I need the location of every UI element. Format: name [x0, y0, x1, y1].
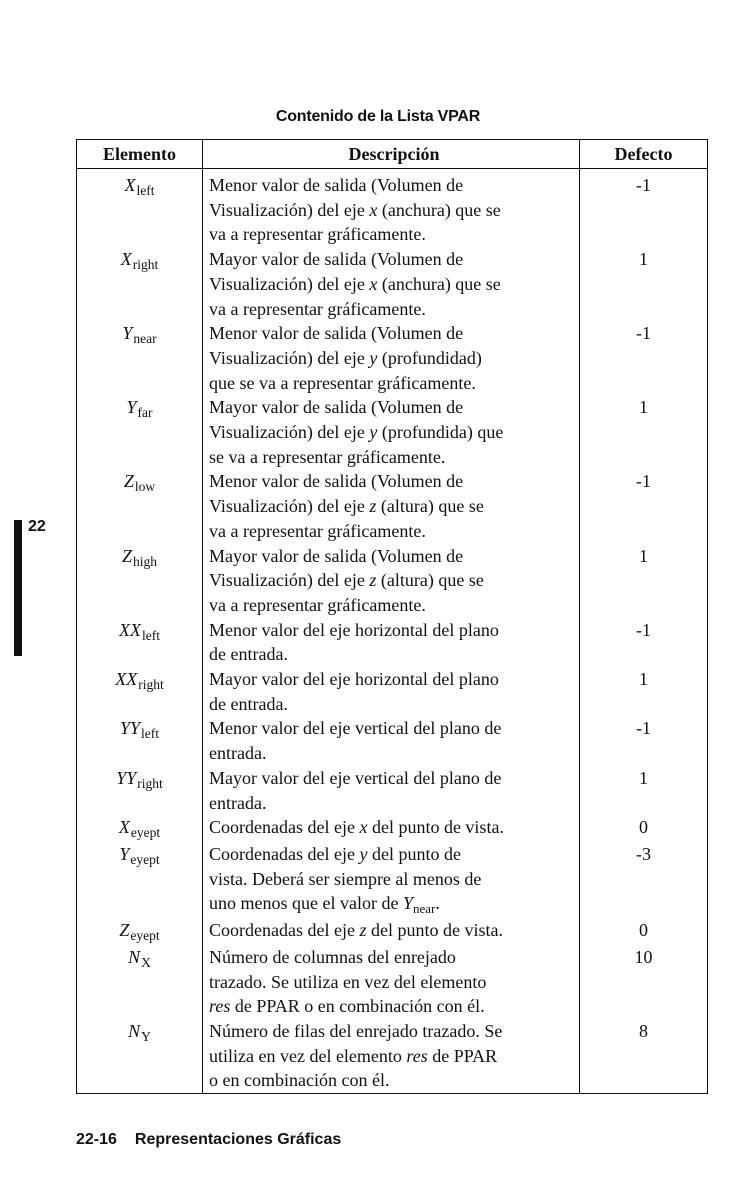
element-symbol: $Y_{eyept}$ — [119, 843, 160, 867]
element-default: 0 — [639, 920, 648, 941]
element-symbol: $N_Y$ — [128, 1020, 151, 1044]
element-description: Menor valor de salida (Volumen de Visualización) del eje y (profundidad) que se va a representar gráficamente. — [203, 321, 580, 395]
element-default: 1 — [639, 249, 648, 270]
table-row — [77, 469, 708, 543]
table-row — [77, 169, 708, 248]
element-default: 8 — [639, 1020, 648, 1041]
table-header-row — [77, 140, 708, 169]
element-default: -1 — [636, 323, 651, 344]
element-description: Menor valor de salida (Volumen de Visualización) del eje x (anchura) que se va a representar gráficamente. — [203, 169, 580, 248]
element-description: Menor valor del eje horizontal del plano de entrada. — [203, 618, 580, 667]
element-symbol: $X_{eyept}$ — [118, 817, 161, 841]
element-description: Coordenadas del eje z del punto de vista. — [203, 918, 580, 945]
element-description: Coordenadas del eje y del punto de vista. Deberá ser siempre al menos de uno menos que el valor de $Y_{near}$. — [203, 842, 580, 918]
table-row — [77, 1019, 708, 1094]
element-default: 1 — [639, 669, 648, 690]
table-row — [77, 918, 708, 945]
table-row — [77, 247, 708, 321]
table-row — [77, 321, 708, 395]
element-description: Menor valor del eje vertical del plano de entrada. — [203, 716, 580, 765]
element-symbol: $XX_{right}$ — [115, 669, 164, 693]
table-row — [77, 815, 708, 842]
element-default: -3 — [636, 843, 651, 864]
element-description: Mayor valor del eje horizontal del plano de entrada. — [203, 667, 580, 716]
element-symbol: $Y_{far}$ — [126, 397, 153, 421]
element-default: 0 — [639, 817, 648, 838]
element-default: 10 — [634, 946, 653, 967]
element-symbol: $X_{left}$ — [124, 175, 155, 198]
table-row — [77, 544, 708, 618]
element-default: -1 — [636, 175, 651, 195]
header-description: Descripción — [203, 140, 580, 169]
element-default: -1 — [636, 619, 651, 640]
element-symbol: $N_X$ — [128, 946, 151, 970]
element-symbol: $YY_{right}$ — [116, 767, 163, 791]
element-default: 1 — [639, 545, 648, 566]
element-description: Mayor valor del eje vertical del plano de entrada. — [203, 766, 580, 815]
element-description: Mayor valor de salida (Volumen de Visualización) del eje y (profundida) que se va a representar gráficamente. — [203, 395, 580, 469]
element-description: Mayor valor de salida (Volumen de Visualización) del eje z (altura) que se va a representar gráficamente. — [203, 544, 580, 618]
table-row — [77, 667, 708, 716]
table-row — [77, 842, 708, 918]
element-symbol: $Z_{high}$ — [121, 545, 158, 569]
chapter-tab-bar — [14, 520, 22, 656]
chapter-tab-number: 22 — [28, 518, 46, 535]
element-description: Número de filas del enrejado trazado. Se utiliza en vez del elemento res de PPAR o en combinación con él. — [203, 1019, 580, 1094]
element-default: -1 — [636, 471, 651, 492]
section-title: Representaciones Gráficas — [134, 1131, 342, 1148]
table-row — [77, 945, 708, 1019]
element-symbol: $X_{right}$ — [120, 249, 159, 273]
element-description: Menor valor de salida (Volumen de Visualización) del eje z (altura) que se va a representar gráficamente. — [203, 469, 580, 543]
header-default: Defecto — [580, 140, 708, 169]
element-symbol: $YY_{left}$ — [119, 718, 160, 742]
page-number: 22-16 — [76, 1131, 117, 1148]
element-description: Coordenadas del eje x del punto de vista. — [203, 815, 580, 842]
element-default: 1 — [639, 767, 648, 788]
table-caption: Contenido de la Lista VPAR — [275, 108, 481, 125]
element-description: Mayor valor de salida (Volumen de Visualización) del eje x (anchura) que se va a representar gráficamente. — [203, 247, 580, 321]
element-symbol: $XX_{left}$ — [119, 619, 160, 643]
table-row — [77, 395, 708, 469]
element-symbol: $Z_{low}$ — [123, 471, 156, 495]
table-row — [77, 716, 708, 765]
element-description: Número de columnas del enrejado trazado. Se utiliza en vez del elemento res de PPAR o en combinación con él. — [203, 945, 580, 1019]
element-default: 1 — [639, 397, 648, 418]
header-element: Elemento — [77, 140, 203, 169]
page-footer — [76, 1131, 341, 1149]
element-default: -1 — [636, 718, 651, 739]
element-symbol: $Y_{near}$ — [122, 323, 157, 347]
table-row — [77, 618, 708, 667]
vpar-table — [76, 139, 708, 1094]
table-row — [77, 766, 708, 815]
element-symbol: $Z_{eyept}$ — [119, 920, 160, 944]
